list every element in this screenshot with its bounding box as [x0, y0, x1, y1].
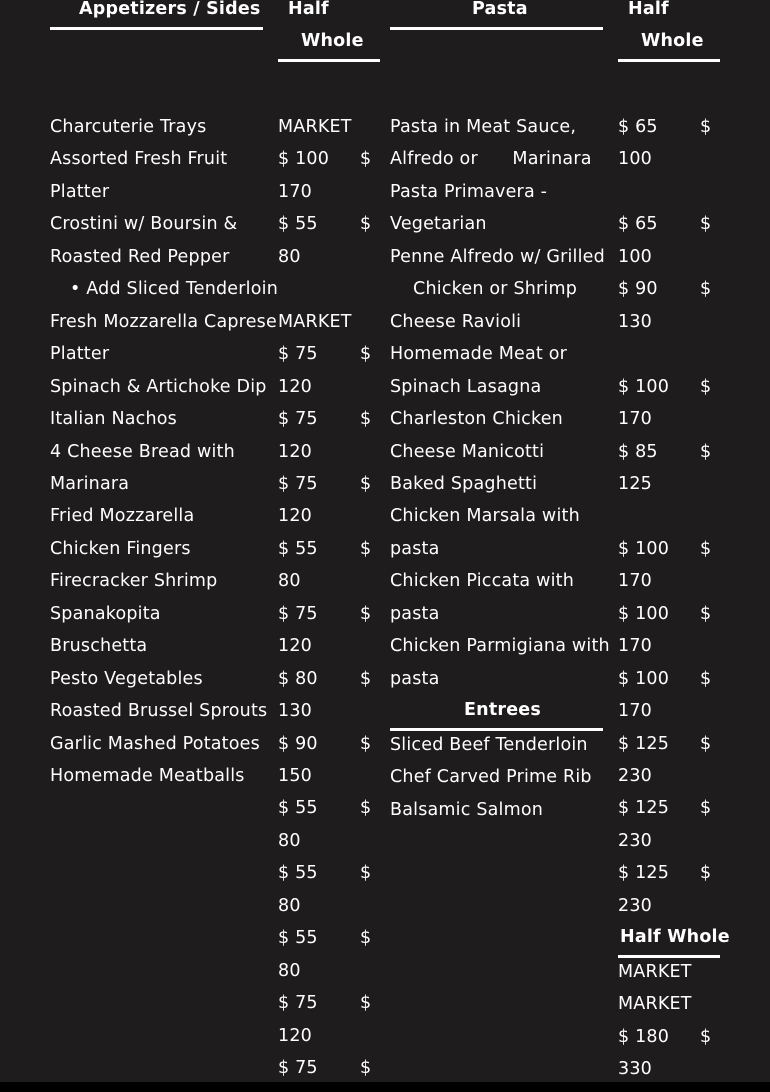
entree-price-whole: $	[700, 1026, 712, 1047]
appetizer-price-whole: $	[360, 409, 372, 430]
pasta-header: Pasta	[472, 0, 528, 19]
pasta-price-whole: $	[700, 279, 712, 300]
pasta-price: $ 65	[618, 117, 658, 137]
appetizer-price-whole: $	[360, 733, 372, 754]
appetizer-price: 80	[278, 895, 301, 916]
appetizer-item: Roasted Red Pepper	[50, 246, 230, 267]
appetizer-item: Platter	[50, 344, 110, 365]
entree-prices-header: Half Whole	[620, 927, 730, 947]
appetizer-price: 120	[278, 506, 313, 527]
pasta-price: 100	[618, 149, 653, 170]
appetizer-item: Italian Nachos	[50, 409, 178, 430]
entree-price: MARKET	[618, 962, 692, 982]
appetizer-price: 130	[278, 701, 313, 722]
pasta-price: 170	[618, 571, 653, 592]
appetizer-price-whole: $	[360, 344, 372, 365]
appetizers-header-rule	[50, 27, 263, 30]
appetizer-item: Charcuterie Trays	[50, 117, 207, 137]
appetizer-price: 170	[278, 181, 313, 202]
pasta-item: pasta	[390, 668, 440, 689]
appetizer-price: $ 100	[278, 149, 330, 170]
pasta-item: Homemade Meat or	[390, 344, 568, 365]
appetizer-price: $ 55	[278, 798, 318, 819]
appetizer-price-whole: $	[360, 149, 372, 170]
pasta-price: 130	[618, 311, 653, 332]
appetizer-price: 150	[278, 766, 313, 786]
pasta-price: 230	[618, 830, 653, 851]
appetizer-price: 120	[278, 636, 313, 657]
pasta-item: Pasta Primavera -	[390, 181, 548, 202]
appetizer-price-whole: $	[360, 603, 372, 624]
appetizer-price-whole: $	[360, 668, 372, 689]
appetizer-prices-header-rule	[278, 59, 380, 62]
pasta-item: pasta	[390, 603, 440, 624]
appetizer-price: 120	[278, 1025, 313, 1046]
appetizer-price-whole: $	[360, 863, 372, 884]
entrees-header-rule	[390, 728, 603, 731]
appetizer-item: Crostini w/ Boursin &	[50, 214, 238, 235]
appetizer-price-whole: $	[360, 798, 372, 819]
appetizer-item: Homemade Meatballs	[50, 766, 245, 786]
pasta-price-whole: $	[700, 733, 712, 754]
appetizer-price-whole: $	[360, 1058, 372, 1079]
appetizer-whole-header: Whole	[301, 31, 364, 51]
appetizer-price: 120	[278, 376, 313, 397]
appetizer-price: $ 75	[278, 473, 318, 494]
appetizer-item: Bruschetta	[50, 636, 148, 657]
appetizer-price: MARKET	[278, 117, 352, 137]
pasta-price: $ 100	[618, 376, 670, 397]
appetizer-price: $ 55	[278, 214, 318, 235]
pasta-price: 100	[618, 246, 653, 267]
appetizer-price: $ 75	[278, 344, 318, 365]
pasta-price-whole: $	[700, 798, 712, 819]
pasta-item: Vegetarian	[390, 214, 487, 235]
pasta-price-whole: $	[700, 214, 712, 235]
pasta-price: $ 100	[618, 668, 670, 689]
entree-item: Balsamic Salmon	[390, 799, 544, 820]
appetizer-item: Roasted Brussel Sprouts	[50, 701, 268, 722]
pasta-price-whole: $	[700, 603, 712, 624]
appetizer-price: $ 55	[278, 928, 318, 949]
pasta-item: Pasta in Meat Sauce,	[390, 117, 577, 137]
appetizer-item: 4 Cheese Bread with	[50, 441, 235, 462]
pasta-price: $ 125	[618, 863, 670, 884]
pasta-price: 125	[618, 473, 653, 494]
pasta-header-rule	[390, 27, 603, 30]
pasta-item: Cheese Ravioli	[390, 311, 522, 332]
pasta-half-header: Half	[628, 0, 669, 19]
appetizer-price: $ 75	[278, 993, 318, 1014]
pasta-item: Chicken Piccata with	[390, 571, 574, 592]
appetizer-price: 80	[278, 830, 301, 851]
entree-price: 330	[618, 1059, 653, 1080]
appetizer-price: $ 90	[278, 733, 318, 754]
pasta-item: Cheese Manicotti	[390, 441, 545, 462]
appetizer-item: Firecracker Shrimp	[50, 571, 218, 592]
pasta-price: $ 90	[618, 279, 658, 300]
appetizer-price-whole: $	[360, 993, 372, 1014]
pasta-price-whole: $	[700, 117, 712, 137]
pasta-price-whole: $	[700, 376, 712, 397]
pasta-item: Charleston Chicken	[390, 409, 563, 430]
appetizer-item: Fresh Mozzarella Caprese	[50, 311, 277, 332]
entree-price: MARKET	[618, 994, 692, 1015]
appetizer-price: $ 75	[278, 603, 318, 624]
pasta-prices-header-rule	[618, 59, 720, 62]
pasta-price: $ 100	[618, 603, 670, 624]
pasta-price: $ 65	[618, 214, 658, 235]
bottom-bar	[0, 1082, 770, 1092]
appetizer-price-whole: $	[360, 214, 372, 235]
appetizer-price: MARKET	[278, 311, 352, 332]
appetizer-item: Fried Mozzarella	[50, 506, 195, 527]
pasta-price: $ 85	[618, 441, 658, 462]
pasta-price: $ 125	[618, 733, 670, 754]
entrees-header: Entrees	[464, 700, 541, 720]
pasta-price: 170	[618, 701, 653, 722]
pasta-item: Chicken or Shrimp	[390, 279, 578, 300]
pasta-price-whole: $	[700, 441, 712, 462]
appetizer-item: • Add Sliced Tenderloin	[70, 279, 278, 300]
pasta-item: Chicken Marsala with	[390, 506, 580, 527]
entree-item: Chef Carved Prime Rib	[390, 767, 592, 788]
pasta-item: Spinach Lasagna	[390, 376, 542, 397]
appetizer-item: Platter	[50, 181, 110, 202]
pasta-price: $ 100	[618, 538, 670, 559]
appetizer-item: Spinach & Artichoke Dip	[50, 376, 267, 397]
pasta-item: Baked Spaghetti	[390, 473, 538, 494]
appetizer-half-header: Half	[288, 0, 329, 19]
pasta-price: 170	[618, 636, 653, 657]
appetizer-price: $ 55	[278, 863, 318, 884]
entree-prices-header-rule	[618, 955, 720, 958]
appetizers-header: Appetizers / Sides	[79, 0, 261, 19]
appetizer-price: $ 75	[278, 1058, 318, 1079]
pasta-item: pasta	[390, 538, 440, 559]
appetizer-price: $ 80	[278, 668, 318, 689]
pasta-price: 170	[618, 409, 653, 430]
appetizer-price-whole: $	[360, 928, 372, 949]
appetizer-item: Spanakopita	[50, 603, 161, 624]
appetizer-price-whole: $	[360, 538, 372, 559]
pasta-price: $ 125	[618, 798, 670, 819]
pasta-price: 230	[618, 766, 653, 786]
entree-item: Sliced Beef Tenderloin	[390, 735, 588, 755]
appetizer-item: Pesto Vegetables	[50, 668, 203, 689]
appetizer-price: 80	[278, 571, 301, 592]
appetizer-price: 120	[278, 441, 313, 462]
appetizer-price: $ 75	[278, 409, 318, 430]
pasta-item: Alfredo or Marinara	[390, 149, 592, 170]
appetizer-price: 80	[278, 246, 301, 267]
appetizer-price: $ 55	[278, 538, 318, 559]
entree-price: $ 180	[618, 1026, 670, 1047]
pasta-price-whole: $	[700, 668, 712, 689]
appetizer-item: Assorted Fresh Fruit	[50, 149, 228, 170]
appetizer-price: 80	[278, 960, 301, 981]
pasta-price-whole: $	[700, 863, 712, 884]
pasta-price: 230	[618, 895, 653, 916]
appetizer-item: Garlic Mashed Potatoes	[50, 733, 260, 754]
pasta-item: Chicken Parmigiana with	[390, 636, 610, 657]
pasta-price-whole: $	[700, 538, 712, 559]
appetizer-item: Marinara	[50, 473, 130, 494]
appetizer-price-whole: $	[360, 473, 372, 494]
pasta-whole-header: Whole	[641, 31, 704, 51]
appetizer-item: Chicken Fingers	[50, 538, 191, 559]
pasta-item: Penne Alfredo w/ Grilled	[390, 246, 605, 267]
